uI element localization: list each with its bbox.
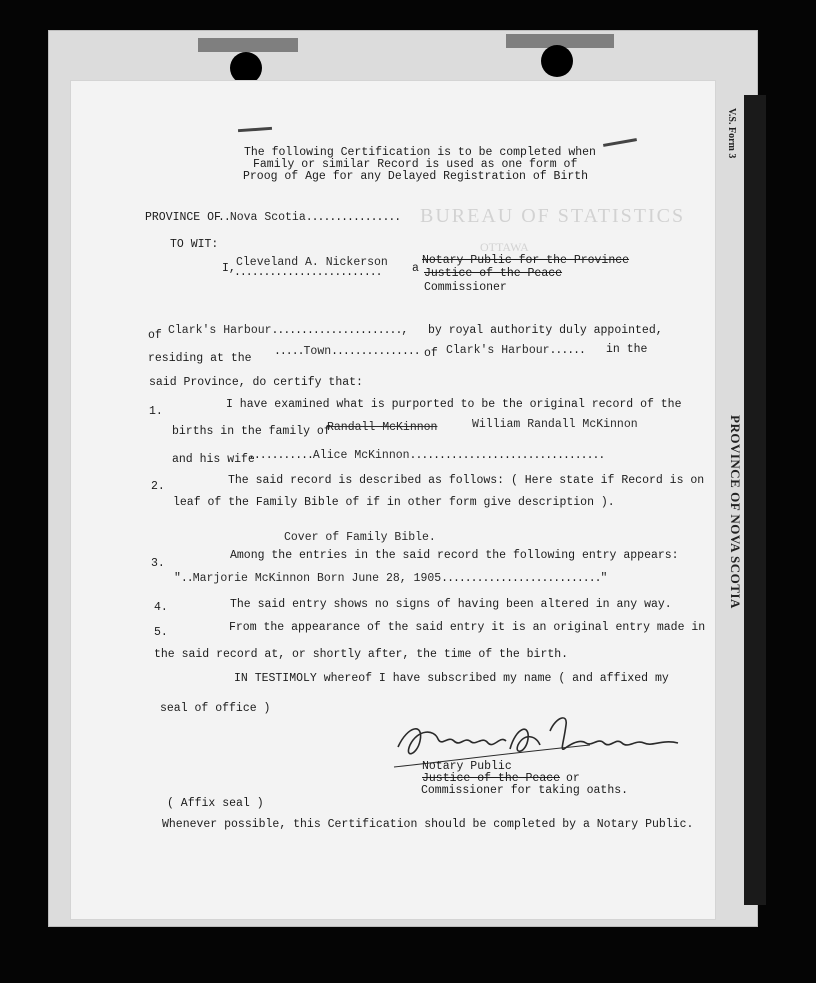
wife-name: Alice McKinnon <box>312 449 410 462</box>
paragraph-2-line-1: The said record is described as follows: ( Here state if Record is on <box>228 474 705 487</box>
bleedthrough-subheading: OTTAWA <box>480 240 529 254</box>
paragraph-3: Among the entries in the said record the following entry appears: <box>230 549 679 562</box>
of-label-2: of <box>424 347 438 360</box>
entry-close-quote: " <box>600 572 608 585</box>
certify-text: said Province, do certify that: <box>149 376 363 389</box>
name-dotted-line: ......................... <box>234 266 382 279</box>
province-value: Nova Scotia <box>229 211 306 224</box>
affix-seal-label: ( Affix seal ) <box>167 797 264 810</box>
paragraph-5-line-2: the said record at, or shortly after, the time of the birth. <box>154 648 569 661</box>
province-label: PROVINCE OF <box>145 211 221 224</box>
side-province-label: PROVINCE OF NOVA SCOTIA <box>728 415 743 609</box>
title-commissioner: Commissioner <box>424 281 507 294</box>
entry-field: "..Marjorie McKinnon Born June 28, 1905..........................." <box>174 572 608 585</box>
residing-value: Town <box>303 345 332 358</box>
item-number-2: 2. <box>151 480 165 493</box>
item-number-3: 3. <box>151 557 165 570</box>
record-description: Cover of Family Bible. <box>284 531 436 544</box>
entry-value: Marjorie McKinnon Born June 28, 1905 <box>192 572 442 585</box>
of-label: of <box>148 329 162 342</box>
item-number-1: 1. <box>149 405 163 418</box>
header-line-1: The following Certification is to be completed when <box>244 146 596 159</box>
signatory-justice-struck: Justice of the Peace <box>422 772 561 785</box>
wife-field: ...........Alice McKinnon................................. <box>248 449 605 462</box>
paragraph-1-line-1: I have examined what is purported to be the original record of the <box>226 398 682 411</box>
family-struck: Randall McKinnon <box>327 421 438 434</box>
of-value: Clark's Harbour <box>168 324 272 337</box>
bleedthrough-heading: BUREAU OF STATISTICS <box>420 205 686 227</box>
item-number-5: 5. <box>154 626 168 639</box>
backing-edge <box>744 95 766 905</box>
a-label: a <box>412 262 419 275</box>
certifier-name: Cleveland A. Nickerson <box>236 256 388 269</box>
testimony-line-2: seal of office ) <box>160 702 271 715</box>
in-the-label: in the <box>606 343 648 356</box>
signatory-notary: Notary Public <box>422 760 512 773</box>
residing-place: Clark's Harbour <box>446 344 550 357</box>
paragraph-5-line-1: From the appearance of the said entry it is an original entry made in <box>229 621 706 634</box>
title-struck-justice: Justice of the Peace <box>424 267 563 280</box>
wife-label: and his wife <box>172 453 255 466</box>
residing-place-field: Clark's Harbour...... <box>446 344 585 357</box>
footer-note: Whenever possible, this Certification should be completed by a Notary Public. <box>162 818 694 831</box>
family-name: William Randall McKinnon <box>472 418 638 431</box>
signatory-commissioner: Commissioner for taking oaths. <box>421 784 629 797</box>
form-number-label: V.S. Form 3 <box>726 108 737 159</box>
i-label: I, <box>222 262 236 275</box>
header-line-3: Proog of Age for any Delayed Registration of Birth <box>243 170 589 183</box>
item-number-4: 4. <box>154 601 168 614</box>
title-struck-notary: Notary Public for the Province <box>422 254 630 267</box>
punch-hole-right <box>541 45 573 77</box>
residing-field: .....Town............... <box>274 345 420 358</box>
paragraph-4: The said entry shows no signs of having been altered in any way. <box>230 598 672 611</box>
entry-open-quote: " <box>174 572 181 585</box>
authority-text: by royal authority duly appointed, <box>428 324 663 337</box>
of-field: Clark's Harbour......................, <box>168 324 408 337</box>
residing-label: residing at the <box>148 352 252 365</box>
header-line-2: Family or similar Record is used as one form of <box>253 158 578 171</box>
paragraph-2-line-2: leaf of the Family Bible of if in other form give description ). <box>173 496 615 509</box>
paragraph-1-line-2: births in the family of <box>172 425 331 438</box>
province-field: ..Nova Scotia................ <box>218 211 401 224</box>
tape-strip-left <box>198 38 298 52</box>
signatory-or: or <box>566 772 580 785</box>
to-wit-label: TO WIT: <box>170 238 219 251</box>
testimony-line-1: IN TESTIMOLY whereof I have subscribed my name ( and affixed my <box>234 672 669 685</box>
